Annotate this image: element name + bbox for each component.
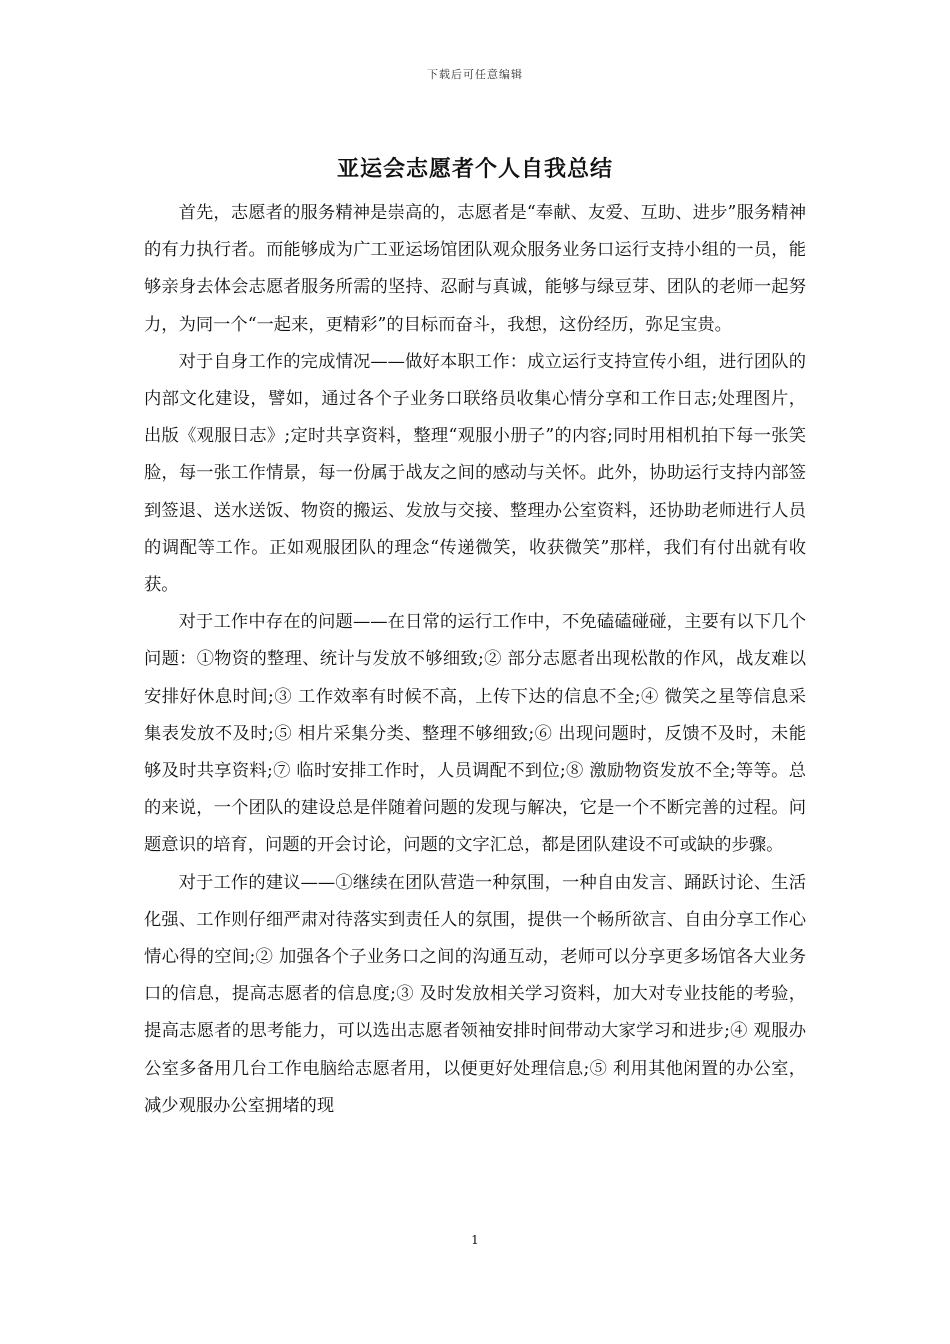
paragraph-work-completion: 对于自身工作的完成情况——做好本职工作：成立运行支持宣传小组，进行团队的内部文化建设，譬如，通过各个子业务口联络员收集心情分享和工作日志;处理图片，出版《观服日志》;定时共享资料，整理“观服小册子”的内容;同时用相机拍下每一张笑脸，每一张工作情景，每一份属于战友之间的感动与关怀。此外，协助运行支持内部签到签退、送水送饭、物资的搬运、发放与交接、整理办公室资料，还协助老师进行人员的调配等工作。正如观服团队的理念“传递微笑，收获微笑”那样，我们有付出就有收获。 [144,351,806,596]
header-note: 下载后可任意编辑 [427,68,523,81]
paragraph-intro: 首先，志愿者的服务精神是崇高的，志愿者是“奉献、友爱、互助、进步”服务精神的有力执行者。而能够成为广工亚运场馆团队观众服务业务口运行支持小组的一员，能够亲身去体会志愿者服务所需的坚持、忍耐与真诚，能够与绿豆芽、团队的老师一起努力，为同一个“一起来，更精彩”的目标而奋斗，我想，这份经历，弥足宝贵。 [144,203,806,335]
document-title: 亚运会志愿者个人自我总结 [336,156,613,182]
page-number: 1 [471,1233,479,1247]
paragraph-problems: 对于工作中存在的问题——在日常的运行工作中，不免磕磕碰碰，主要有以下几个问题：①物资的整理、统计与发放不够细致;② 部分志愿者出现松散的作风，战友难以安排好休息时间;③ 工作效率有时候不高，上传下达的信息不全;④ 微笑之星等信息采集表发放不及时;⑤ 相片采集分类、整理不够细致;⑥ 出现问题时，反馈不及时，未能够及时共享资料;⑦ 临时安排工作时，人员调配不到位;⑧ 激励物资发放不全;等等。总的来说，一个团队的建设总是伴随着问题的发现与解决，它是一个不断完善的过程。问题意识的培育，问题的开会讨论，问题的文字汇总，都是团队建设不可或缺的步骤。 [144,612,806,856]
paragraph-suggestions: 对于工作的建议——①继续在团队营造一种氛围，一种自由发言、踊跃讨论、生活化强、工作则仔细严肃对待落实到责任人的氛围，提供一个畅所欲言、自由分享工作心情心得的空间;② 加强各个子业务口之间的沟通互动，老师可以分享更多场馆各大业务口的信息，提高志愿者的信息度;③ 及时发放相关学习资料，加大对专业技能的考验，提高志愿者的思考能力，可以选出志愿者领袖安排时间带动大家学习和进步;④ 观服办公室多备用几台工作电脑给志愿者用，以便更好处理信息;⑤ 利用其他闲置的办公室，减少观服办公室拥堵的现 [144,872,806,1116]
document-body [144,195,806,1125]
